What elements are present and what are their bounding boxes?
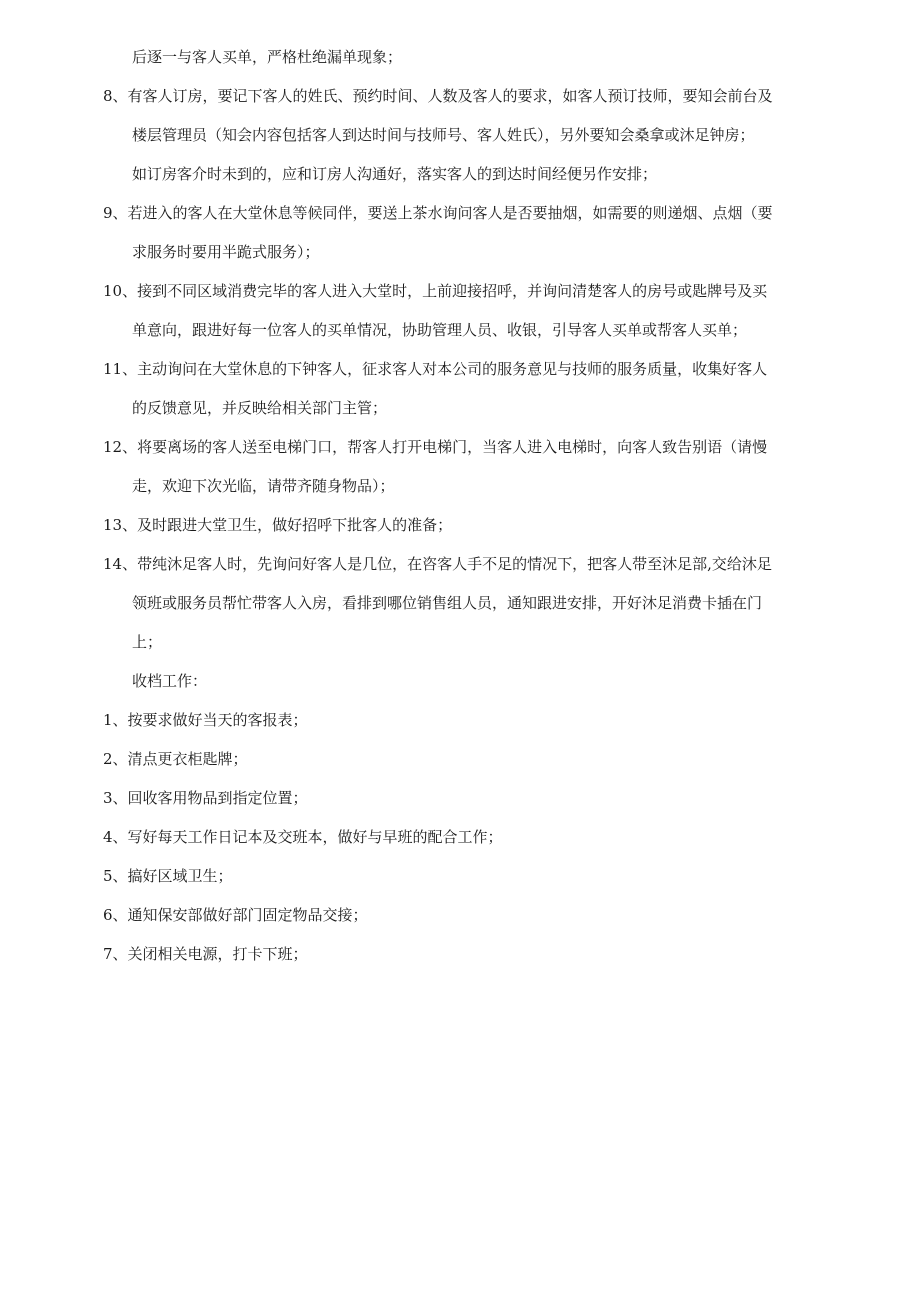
- list-item: 1、按要求做好当天的客报表；: [103, 711, 308, 729]
- list-item-first-line: [103, 506, 857, 545]
- list-item-text: 有客人订房，要记下客人的姓氏、预约时间、人数及客人的要求，如客人预订技师，要知会前台及: [127, 87, 773, 105]
- list-item: [103, 272, 857, 350]
- list-item-text: 领班或服务员帮忙带客人入房，看排到哪位销售组人员，通知跟进安排，开好沐足消费卡插在门: [132, 594, 763, 612]
- list-item-text: 将要离场的客人送至电梯门口，帮客人打开电梯门，当客人进入电梯时，向客人致告别语（请慢: [137, 438, 768, 456]
- list-item-text: 楼层管理员（知会内容包括客人到达时间与技师号、客人姓氏），另外要知会桑拿或沐足钟房；: [132, 126, 755, 144]
- list-item-text: 如订房客介时未到的，应和订房人沟通好，落实客人的到达时间经便另作安排；: [132, 165, 658, 183]
- list-item-number: 10、: [103, 282, 138, 300]
- list-item: 3、回收客用物品到指定位置；: [103, 789, 308, 807]
- list-item: 2、清点更衣柜匙牌；: [103, 750, 248, 768]
- list-item-continuation: [103, 155, 857, 194]
- list-item-first-line: [103, 272, 857, 311]
- list-item-text: 走，欢迎下次光临，请带齐随身物品）；: [132, 477, 395, 495]
- list-item-text: 带纯沐足客人时，先询问好客人是几位，在咨客人手不足的情况下，把客人带至沐足部,交给沐足: [137, 555, 772, 573]
- list-item-continuation: [103, 623, 857, 662]
- list-item: 6、通知保安部做好部门固定物品交接；: [103, 906, 368, 924]
- list-item-text: 单意向，跟进好每一位客人的买单情况，协助管理人员、收银，引导客人买单或帮客人买单；: [132, 321, 748, 339]
- list-item: [103, 545, 857, 662]
- list-item-number: 11、: [103, 360, 138, 378]
- list-item-text: 接到不同区域消费完毕的客人进入大堂时，上前迎接招呼，并询问清楚客人的房号或匙牌号及买: [137, 282, 768, 300]
- list-item: [103, 428, 857, 506]
- list-item-text: 求服务时要用半跪式服务）；: [132, 243, 320, 261]
- list-item-number: 12、: [103, 438, 138, 456]
- list-item: [103, 77, 857, 194]
- list-item-text: 主动询问在大堂休息的下钟客人，征求客人对本公司的服务意见与技师的服务质量，收集好客人: [137, 360, 768, 378]
- list-item-text: 上；: [132, 633, 163, 651]
- paragraph-line: 收档工作：: [132, 672, 208, 690]
- list-item-text: 若进入的客人在大堂休息等候同伴，要送上茶水询问客人是否要抽烟，如需要的则递烟、点烟（要: [127, 204, 773, 222]
- list-item-continuation: [103, 467, 857, 506]
- list-item-first-line: [103, 77, 857, 116]
- list-item-number: 9、: [103, 204, 128, 222]
- paragraph-line: 后逐一与客人买单，严格杜绝漏单现象；: [132, 48, 403, 66]
- document-body: [103, 38, 857, 974]
- list-item-text: 及时跟进大堂卫生，做好招呼下批客人的准备；: [137, 516, 453, 534]
- list-item-continuation: [103, 233, 857, 272]
- list-item-first-line: [103, 545, 857, 584]
- list-item-text: 的反馈意见，并反映给相关部门主管；: [132, 399, 388, 417]
- list-item-continuation: [103, 389, 857, 428]
- list-item: [103, 350, 857, 428]
- list-item: [103, 194, 857, 272]
- list-item: [103, 506, 857, 545]
- list-item: 4、写好每天工作日记本及交班本，做好与早班的配合工作；: [103, 828, 503, 846]
- list-item: 7、关闭相关电源，打卡下班；: [103, 945, 308, 963]
- list-item-continuation: [103, 116, 857, 155]
- list-item-number: 13、: [103, 516, 138, 534]
- list-item-first-line: [103, 350, 857, 389]
- list-item-first-line: [103, 428, 857, 467]
- list-item-number: 8、: [103, 87, 128, 105]
- list-item-continuation: [103, 584, 857, 623]
- list-item-first-line: [103, 194, 857, 233]
- list-item-continuation: [103, 311, 857, 350]
- list-item-number: 14、: [103, 555, 138, 573]
- list-item: 5、搞好区域卫生；: [103, 867, 233, 885]
